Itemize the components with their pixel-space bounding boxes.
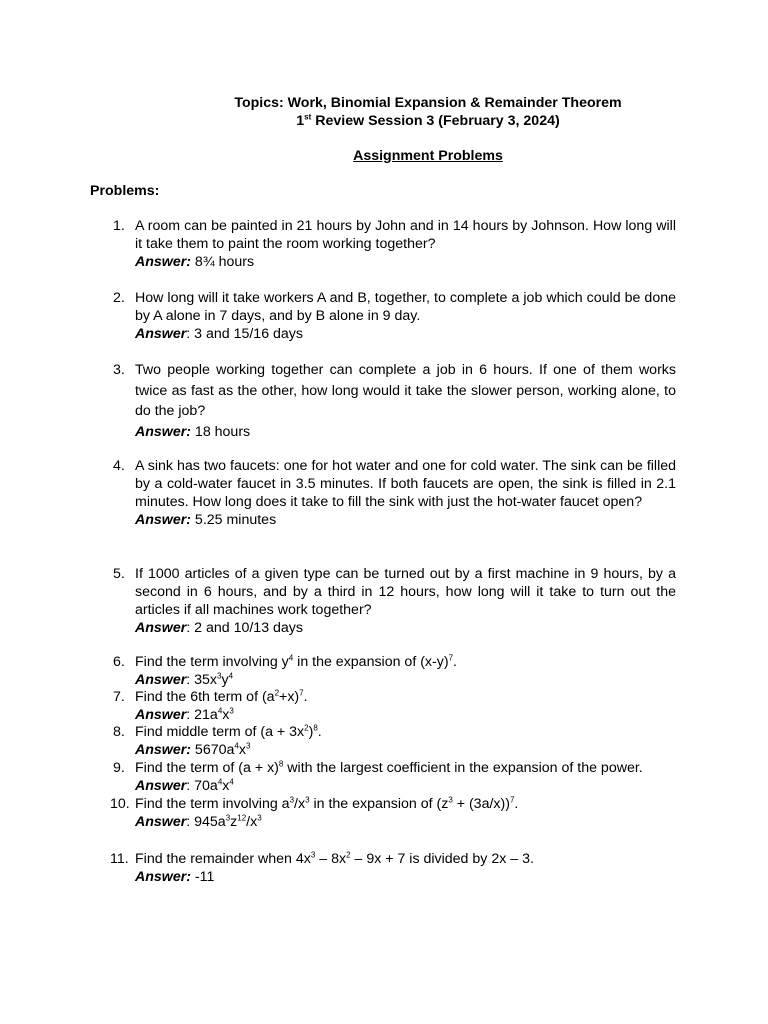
problem-answer: [135, 253, 676, 271]
problem-answer: [135, 672, 676, 690]
superscript: 3: [448, 795, 453, 805]
problem-body: [135, 289, 676, 343]
problem-question: Find the 6th term of $(a^2+x)^7$.: [135, 688, 308, 705]
problem-answer: [135, 814, 676, 832]
answer-label: Answer:: [135, 869, 191, 885]
problem-question: Find the term involving $a^3/x^3$ in the expansion of $(z^3 + (3a/x))^7$.: [135, 795, 519, 812]
problem-question: How long will it take workers A and B, together, to complete a job which could be done by A alone in 7 days, and by B alone in 9 day.: [135, 290, 676, 324]
problem-number: 6.: [113, 654, 125, 670]
problem-number: 5.: [113, 566, 125, 582]
problem-question: Two people working together can complete a job in 6 hours. If one of them works twice as fast as the other, how long would it take the slower person, working alone, to do the job?: [135, 362, 676, 419]
superscript: 4: [228, 670, 234, 680]
problem-body: [135, 360, 676, 442]
problem-question: Find middle term of $(a + 3x^2)^8$.: [135, 723, 322, 740]
problem-answer: [135, 422, 676, 443]
topics-heading: Topics: Work, Binomial Expansion & Remainder Theorem: [234, 95, 622, 111]
superscript: st: [304, 112, 312, 122]
answer-value: : $21a^4x^3$: [186, 705, 234, 723]
problem-number: 8.: [113, 724, 125, 740]
superscript: 8: [278, 759, 284, 769]
superscript: 3: [257, 812, 262, 822]
superscript: 8: [313, 723, 318, 733]
assignment-heading: Assignment Problems: [353, 148, 503, 164]
superscript: 2: [304, 723, 309, 733]
problem-number: 3.: [113, 362, 125, 378]
answer-value: : 3 and 15/16 days: [186, 326, 303, 342]
problem-question: Find the remainder when $4x^3 - 8x^2 - 9x + 7$ is divided by 2x – 3.: [135, 850, 534, 867]
superscript: 12: [237, 812, 247, 822]
problem-answer: [135, 707, 676, 725]
problem-body: [135, 850, 676, 886]
answer-label: Answer: [135, 326, 187, 342]
answer-label: Answer:: [135, 423, 191, 440]
answer-value: : $945a^3z^{12}/x^3$: [186, 812, 262, 830]
problems-label: Problems:: [90, 183, 160, 199]
answer-value: : $35x^3y^4$: [186, 670, 234, 688]
superscript: 3: [229, 705, 234, 715]
answer-label: Answer: [135, 620, 187, 636]
problem-answer: [135, 511, 676, 529]
superscript: 4: [229, 776, 234, 786]
answer-label: Answer: [135, 777, 187, 794]
problem-body: [135, 689, 676, 724]
problem-body: [135, 457, 676, 529]
problem-body: [135, 217, 676, 271]
superscript: 7: [299, 688, 304, 698]
superscript: 3: [305, 795, 310, 805]
problem-question: Find the term involving $y^4$ in the expansion of $(x-y)^7$.: [135, 653, 457, 670]
problem-answer: [135, 742, 676, 760]
answer-label: Answer: [135, 706, 187, 723]
superscript: 3: [289, 795, 295, 805]
answer-label: Answer: [135, 813, 187, 830]
superscript: 7: [448, 653, 454, 663]
answer-label: Answer: [135, 671, 187, 688]
answer-value: : $70a^4x^4$: [186, 776, 234, 794]
problem-body: [135, 724, 676, 759]
superscript: 4: [234, 740, 239, 750]
superscript: 4: [217, 776, 223, 786]
problem-body: [135, 796, 676, 831]
superscript: 7: [509, 795, 515, 805]
problem-number: 2.: [113, 290, 125, 306]
answer-value: 18 hours: [190, 423, 251, 440]
answer-label: Answer:: [135, 741, 191, 758]
answer-value: 5.25 minutes: [190, 512, 277, 528]
problem-answer: [135, 619, 676, 637]
problem-body: [135, 654, 676, 689]
answer-label: Answer:: [135, 254, 191, 270]
problem-question: A sink has two faucets: one for hot water and one for cold water. The sink can be filled by a cold-water faucet in 3.5 minutes. If both faucets are open, the sink is filled in 2.1 minutes. How long does it take to fill the sink with just the hot-water faucet open?: [135, 458, 676, 510]
problem-body: [135, 565, 676, 637]
session-heading: 1st Review Session 3 (February 3, 2024): [296, 112, 560, 129]
superscript: 3: [245, 740, 251, 750]
superscript: 2: [346, 850, 351, 860]
superscript: 3: [310, 850, 316, 860]
superscript: 4: [217, 705, 223, 715]
superscript: 3: [217, 670, 222, 680]
problem-number: 9.: [113, 760, 125, 776]
problem-number: 4.: [113, 458, 125, 474]
superscript: 2: [274, 688, 280, 698]
superscript: 3: [225, 812, 231, 822]
problem-number: 7.: [113, 689, 125, 705]
problem-number: 1.: [113, 218, 125, 234]
problem-question: Find the term of $(a + x)^8$ with the largest coefficient in the expansion of the power.: [135, 759, 643, 776]
superscript: 4: [288, 653, 294, 663]
answer-value: -11: [190, 869, 215, 885]
problem-answer: [135, 778, 676, 796]
answer-value: $5670a^4x^3$: [190, 740, 251, 758]
problem-body: [135, 760, 676, 795]
problem-question: If 1000 articles of a given type can be turned out by a first machine in 9 hours, by a second in 6 hours, and by a third in 12 hours, how long will it take to turn out the articles if all machines work together?: [135, 566, 676, 618]
answer-value: : 2 and 10/13 days: [186, 620, 303, 636]
problem-question: A room can be painted in 21 hours by John and in 14 hours by Johnson. How long will it take them to paint the room working together?: [135, 218, 676, 252]
problem-number: 11.: [110, 851, 129, 867]
answer-label: Answer:: [135, 512, 191, 528]
problem-answer: [135, 325, 676, 343]
problem-number: 10.: [110, 796, 130, 812]
problem-answer: [135, 868, 676, 886]
answer-value: 8¾ hours: [190, 254, 255, 270]
